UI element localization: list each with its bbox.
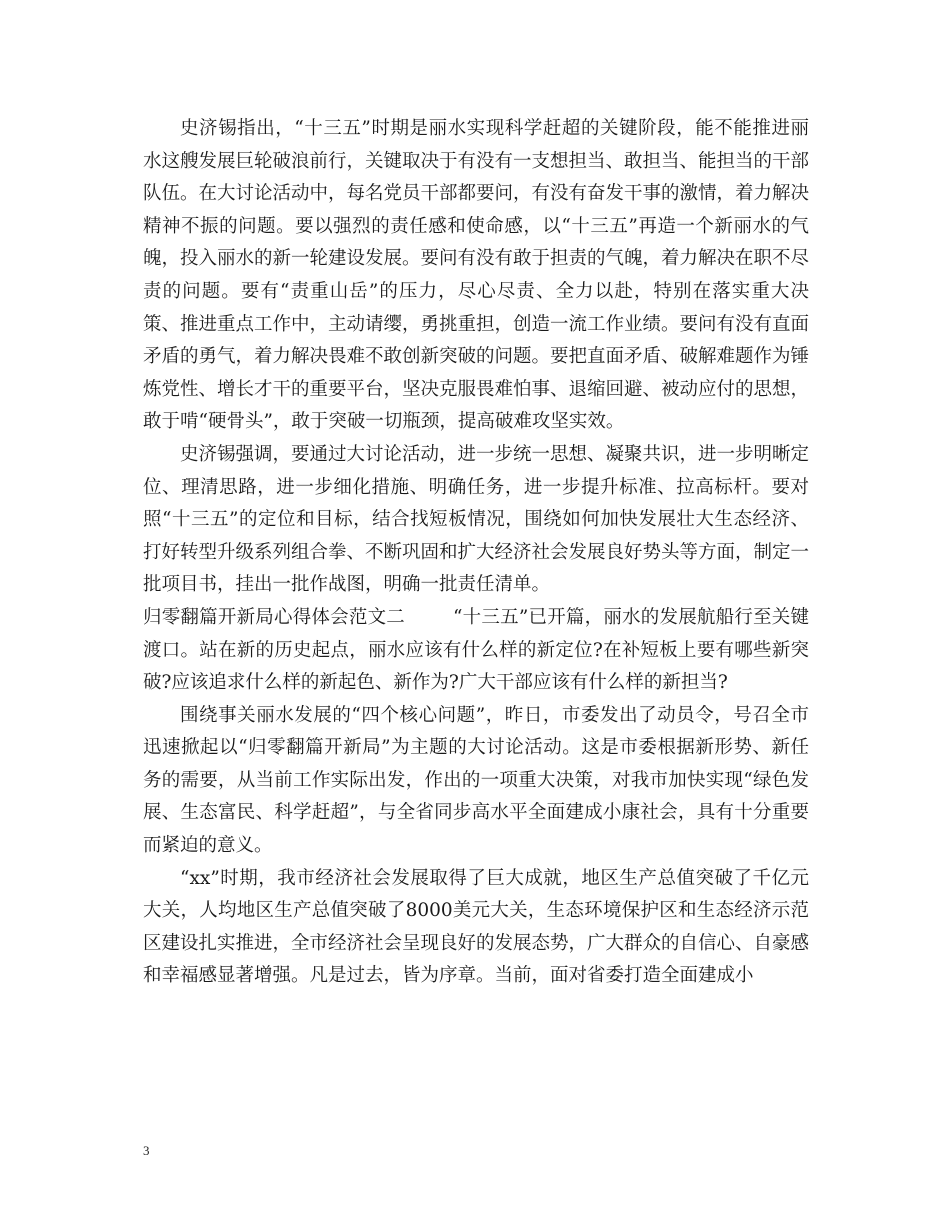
paragraph-5: “xx”时期，我市经济社会发展取得了巨大成就，地区生产总值突破了千亿元大关，人均地区生产总值突破了8000美元大关，生态环境保护区和生态经济示范区建设扎实推进，全市经济社会呈现良好的发展态势，广大群众的自信心、自豪感和幸福感显著增强。凡是过去，皆为序章。当前，面对省委打造全面建成小 (143, 867, 810, 987)
paragraph-4: 围绕事关丽水发展的“四个核心问题”，昨日，市委发出了动员令，号召全市迅速掀起以“归零翻篇开新局”为主题的大讨论活动。这是市委根据新形势、新任务的需要，从当前工作实际出发，作出的一项重大决策，对我市加快实现“绿色发展、生态富民、科学赶超”，与全省同步高水平全面建成小康社会，具有十分重要而紧迫的意义。 (143, 704, 809, 857)
paragraph-3-text: “十三五”已开篇，丽水的发展航船行至关键渡口。站在新的历史起点，丽水应该有什么样的新定位?在补短板上要有哪些新突破?应该追求什么样的新起色、新作为?广大干部应该有什么样的新担当? (143, 606, 809, 694)
section-heading: 归零翻篇开新局心得体会范文二 (143, 606, 405, 628)
paragraph-2: 史济锡强调，要通过大讨论活动，进一步统一思想、凝聚共识，进一步明晰定位、理清思路，进一步细化措施、明确任务，进一步提升标准、拉高标杆。要对照“十三五”的定位和目标，结合找短板情况，围绕如何加快发展壮大生态经济、打好转型升级系列组合拳、不断巩固和扩大经济社会发展良好势头等方面，制定一批项目书，挂出一批作战图，明确一批责任清单。 (143, 443, 810, 596)
paragraph-1: 史济锡指出，“十三五”时期是丽水实现科学赶超的关键阶段，能不能推进丽水这艘发展巨轮破浪前行，关键取决于有没有一支想担当、敢担当、能担当的干部队伍。在大讨论活动中，每名党员干部都要问，有没有奋发干事的激情，着力解决精神不振的问题。要以强烈的责任感和使命感，以“十三五”再造一个新丽水的气魄，投入丽水的新一轮建设发展。要问有没有敢于担责的气魄，着力解决在职不尽责的问题。要有“责重山岳”的压力，尽心尽责、全力以赴，特别在落实重大决策、推进重点工作中，主动请缨，勇挑重担，创造一流工作业绩。要问有没有直面矛盾的勇气，着力解决畏难不敢创新突破的问题。要把直面矛盾、破解难题作为锤炼党性、增长才干的重要平台，坚决克服畏难怕事、退缩回避、被动应付的思想，敢于啃“硬骨头”，敢于突破一切瓶颈，提高破难攻坚实效。 (143, 118, 810, 433)
paragraph-3 (143, 602, 809, 700)
page-number: 3 (143, 1143, 150, 1158)
document-body (143, 113, 809, 993)
